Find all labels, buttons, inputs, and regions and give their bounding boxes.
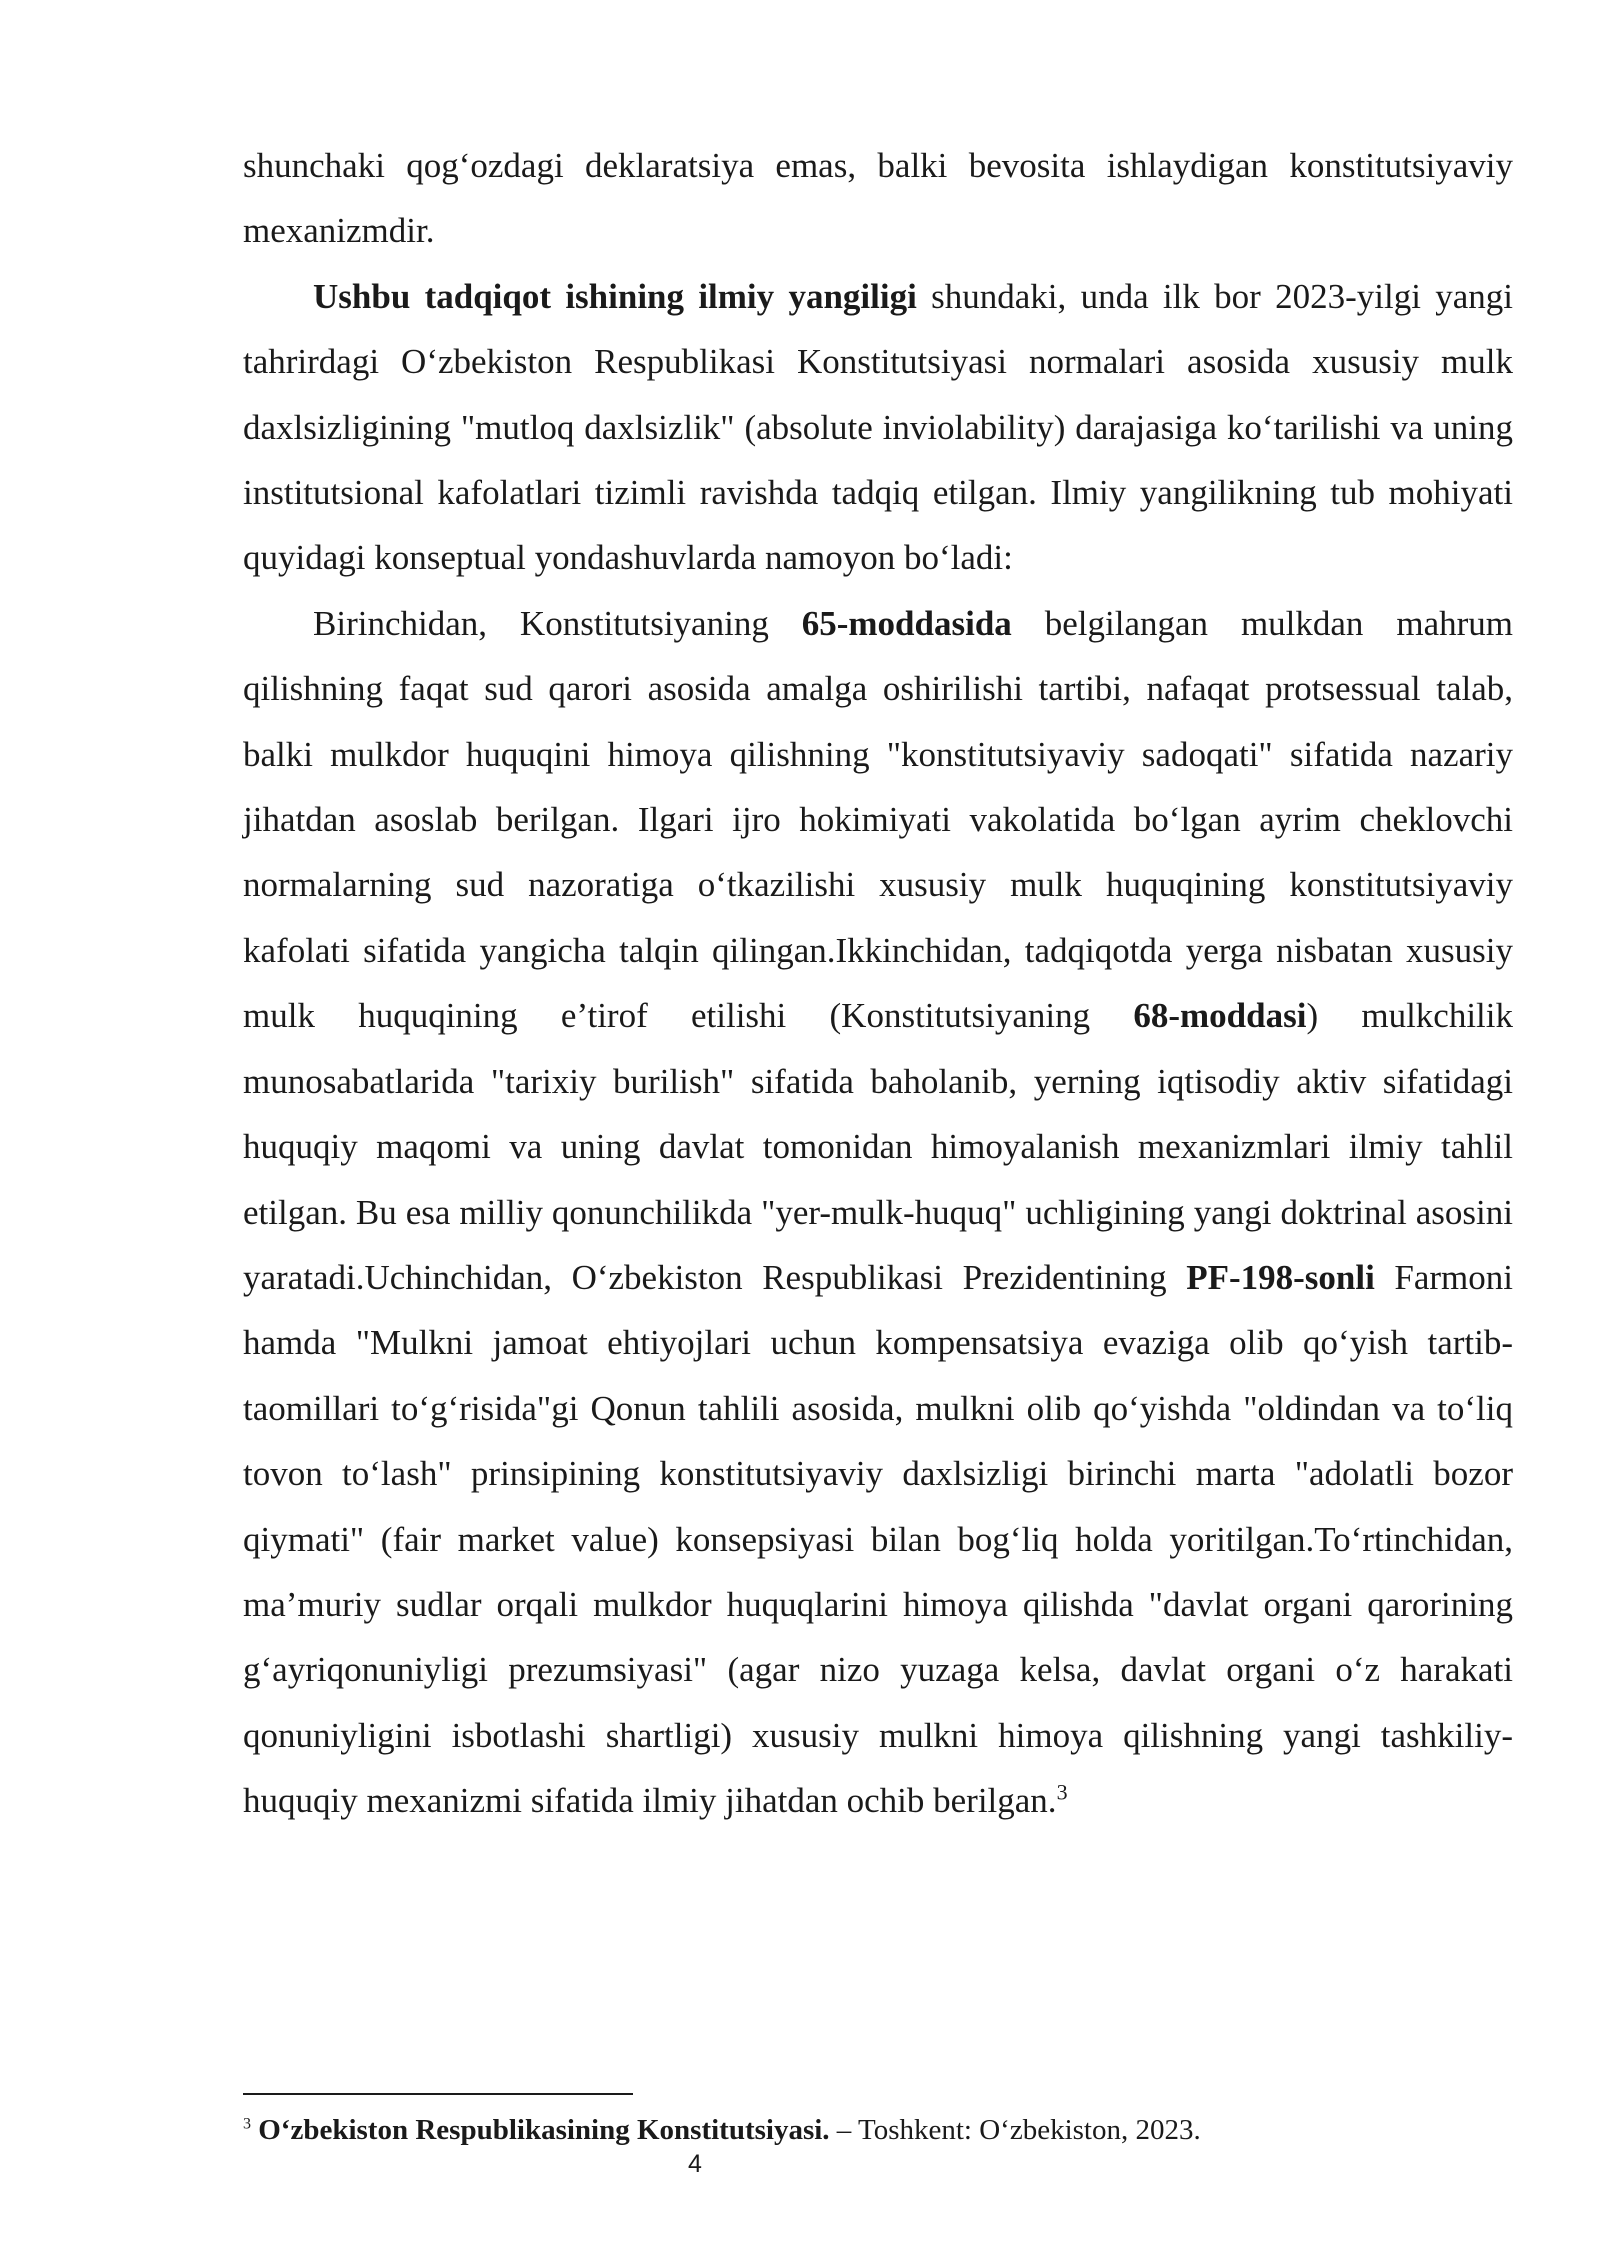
paragraph-continuation bbox=[243, 133, 1513, 264]
footnote-source-title: O‘zbekiston Respublikasining Konstitutsiyasi. bbox=[258, 2114, 830, 2146]
footnote-separator bbox=[243, 2093, 633, 2095]
footnote-source-details: – Toshkent: O‘zbekiston, 2023. bbox=[829, 2114, 1201, 2146]
document-body bbox=[243, 133, 1513, 1834]
paragraph-text: belgilangan mulkdan mahrum qilishning faqat sud qarori asosida amalga oshirilishi tartibi, nafaqat protsessual talab, balki mulkdor huquqini himoya qilishning "konstitutsiyaviy sadoqati" sifatida nazariy jihatdan asoslab berilgan. Ilgari ijro hokimiyati vakolatida bo‘lgan ayrim cheklovchi normalarning sud nazoratiga o‘tkazilishi xususiy mulk huquqining konstitutsiyaviy kafolati sifatida yangicha talqin qilingan.Ikkinchidan, tadqiqotda yerga nisbatan xususiy mulk huquqining e’tirof etilishi (Konstitutsiyaning bbox=[243, 603, 1513, 1036]
footnote bbox=[243, 2112, 1513, 2148]
paragraph-text: shunchaki qog‘ozdagi deklaratsiya emas, balki bevosita ishlaydigan konstitutsiyaviy mexanizmdir. bbox=[243, 146, 1513, 251]
paragraph-findings bbox=[243, 591, 1513, 1834]
bold-lead-phrase: Ushbu tadqiqot ishining ilmiy yangiligi bbox=[313, 276, 917, 316]
paragraph-text: Birinchidan, Konstitutsiyaning bbox=[313, 603, 802, 643]
paragraph-scientific-novelty bbox=[243, 264, 1513, 591]
article-65-reference: 65-moddasida bbox=[801, 603, 1012, 643]
paragraph-text: Farmoni hamda "Mulkni jamoat ehtiyojlari uchun kompensatsiya evaziga olib qo‘yish tartib-taomillari to‘g‘risida"gi Qonun tahlili asosida, mulkni olib qo‘yishda "oldindan va to‘liq tovon to‘lash" prinsipining konstitutsiyaviy daxlsizligi birinchi marta "adolatli bozor qiymati" (fair market value) konsepsiyasi bilan bog‘liq holda yoritilgan.To‘rtinchidan, ma’muriy sudlar orqali mulkdor huquqlarini himoya qilishda "davlat organi qarorining g‘ayriqonuniyligi prezumsiyasi" (agar nizo yuzaga kelsa, davlat organi o‘z harakati qonuniyligini isbotlashi shartligi) xususiy mulkni himoya qilishning yangi tashkiliy-huquqiy mexanizmi sifatida ilmiy jihatdan ochib berilgan. bbox=[243, 1257, 1513, 1821]
paragraph-text: shundaki, unda ilk bor 2023-yilgi yangi tahrirdagi O‘zbekiston Respublikasi Konstitutsiyasi normalari asosida xususiy mulk daxlsizligining "mutloq daxlsizlik" (absolute inviolability) darajasiga ko‘tarilishi va uning institutsional kafolatlari tizimli ravishda tadqiq etilgan. Ilmiy yangilikning tub mohiyati quyidagi konseptual yondashuvlarda namoyon bo‘ladi: bbox=[243, 276, 1514, 578]
page-number: 4 bbox=[688, 2150, 702, 2178]
article-68-reference: 68-moddasi bbox=[1133, 996, 1307, 1036]
paragraph-text: ) mulkchilik munosabatlarida "tarixiy burilish" sifatida baholanib, yerning iqtisodiy aktiv sifatidagi huquqiy maqomi va uning davlat tomonidan himoyalanish mexanizmlari ilmiy tahlil etilgan. Bu esa milliy qonunchilikda "yer-mulk-huquq" uchligining yangi doktrinal asosini yaratadi.Uchinchidan, O‘zbekiston Respublikasi Prezidentining bbox=[243, 996, 1514, 1297]
footnote-reference-link[interactable]: 3 bbox=[1056, 1779, 1068, 1805]
decree-reference: PF-198-sonli bbox=[1186, 1257, 1375, 1297]
footnote-marker: 3 bbox=[243, 2115, 251, 2133]
